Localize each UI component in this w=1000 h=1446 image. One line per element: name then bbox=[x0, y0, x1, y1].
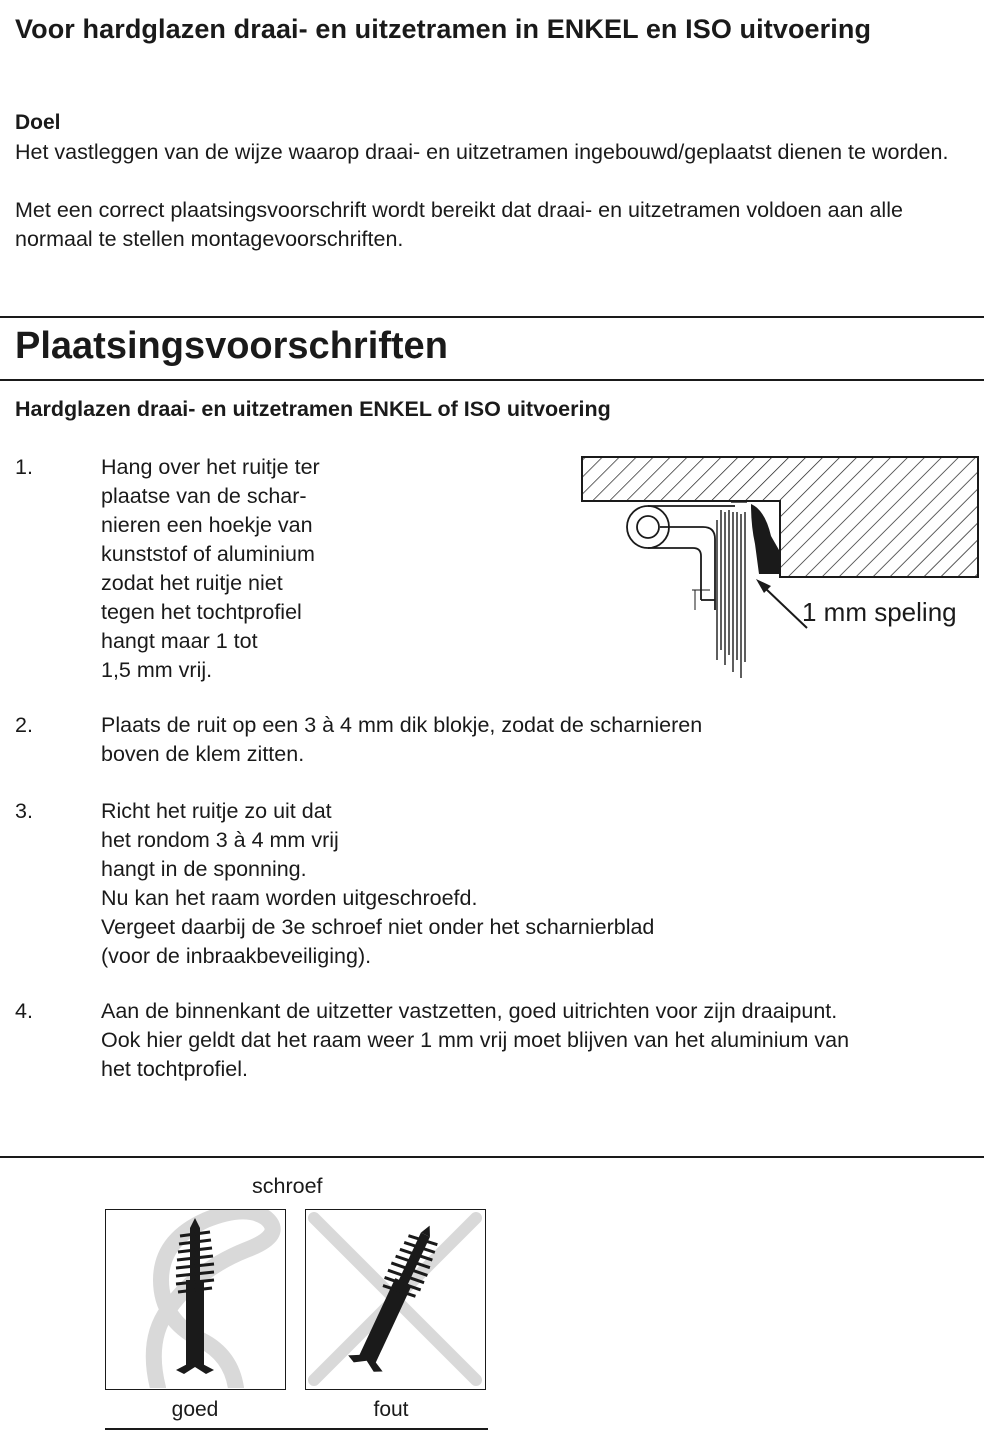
speling-arrow bbox=[756, 579, 807, 628]
divider-bottom bbox=[0, 1156, 984, 1158]
divider-heading bbox=[0, 379, 984, 381]
speling-label: 1 mm speling bbox=[802, 597, 957, 627]
screw-good-label: goed bbox=[171, 1398, 219, 1421]
step-1-text: Hang over het ruitje ter plaatse van de schar- nieren een hoekje van kunststof of aluminium zodat het ruitje niet tegen het tochtprofiel hangt maar 1 tot 1,5 mm vrij. bbox=[101, 455, 320, 682]
doel-paragraph-2: Met een correct plaatsingsvoorschrift wordt bereikt dat draai- en uitzetramen voldoen aan alle normaal te stellen montagevoorschriften. bbox=[15, 198, 903, 251]
step-2-number: 2. bbox=[15, 713, 33, 737]
step-1-number: 1. bbox=[15, 455, 33, 479]
ghost-check-mark bbox=[154, 1211, 273, 1388]
step-4-text: Aan de binnenkant de uitzetter vastzetten, goed uitrichten voor zijn draaipunt. Ook hier geldt dat het raam weer 1 mm vrij moet blijven van het aluminium van het tochtprofiel. bbox=[101, 999, 850, 1081]
section-subheading: Hardglazen draai- en uitzetramen ENKEL of ISO uitvoering bbox=[15, 397, 611, 421]
screw-caption: schroef bbox=[252, 1174, 323, 1198]
section-heading: Plaatsingsvoorschriften bbox=[15, 325, 448, 367]
screw-bad-panel bbox=[305, 1209, 486, 1390]
step-3-text: Richt het ruitje zo uit dat het rondom 3 à 4 mm vrij hangt in de sponning. Nu kan het raam worden uitgeschroefd. Vergeet daarbij de 3e schroef niet onder het scharnierblad (voor de inbraakbeveiliging). bbox=[101, 799, 655, 968]
screw-bad-illustration bbox=[306, 1210, 484, 1388]
hinge-diagram bbox=[575, 450, 985, 690]
draught-profile-seal bbox=[751, 504, 779, 574]
frame-profile-hatched bbox=[582, 457, 978, 577]
step-2-text: Plaats de ruit op een 3 à 4 mm dik blokje, zodat de scharnieren boven de klem zitten. bbox=[101, 713, 703, 766]
screw-tilted-icon bbox=[347, 1218, 447, 1375]
doel-heading: Doel bbox=[15, 111, 61, 134]
divider-top bbox=[0, 316, 984, 318]
step-3-number: 3. bbox=[15, 799, 33, 823]
screw-good-illustration bbox=[106, 1210, 284, 1388]
doel-paragraph-1: Het vastleggen van de wijze waarop draai- en uitzetramen ingebouwd/geplaatst dienen te worden. bbox=[15, 140, 949, 164]
step-4-number: 4. bbox=[15, 999, 33, 1023]
document-title: Voor hardglazen draai- en uitzetramen in ENKEL en ISO uitvoering bbox=[15, 14, 872, 44]
screw-bad-label: fout bbox=[373, 1398, 409, 1421]
screw-baseline bbox=[105, 1428, 488, 1430]
screw-good-panel bbox=[105, 1209, 286, 1390]
hinge-knuckle bbox=[627, 506, 735, 610]
glass-pane-lines bbox=[717, 502, 747, 678]
